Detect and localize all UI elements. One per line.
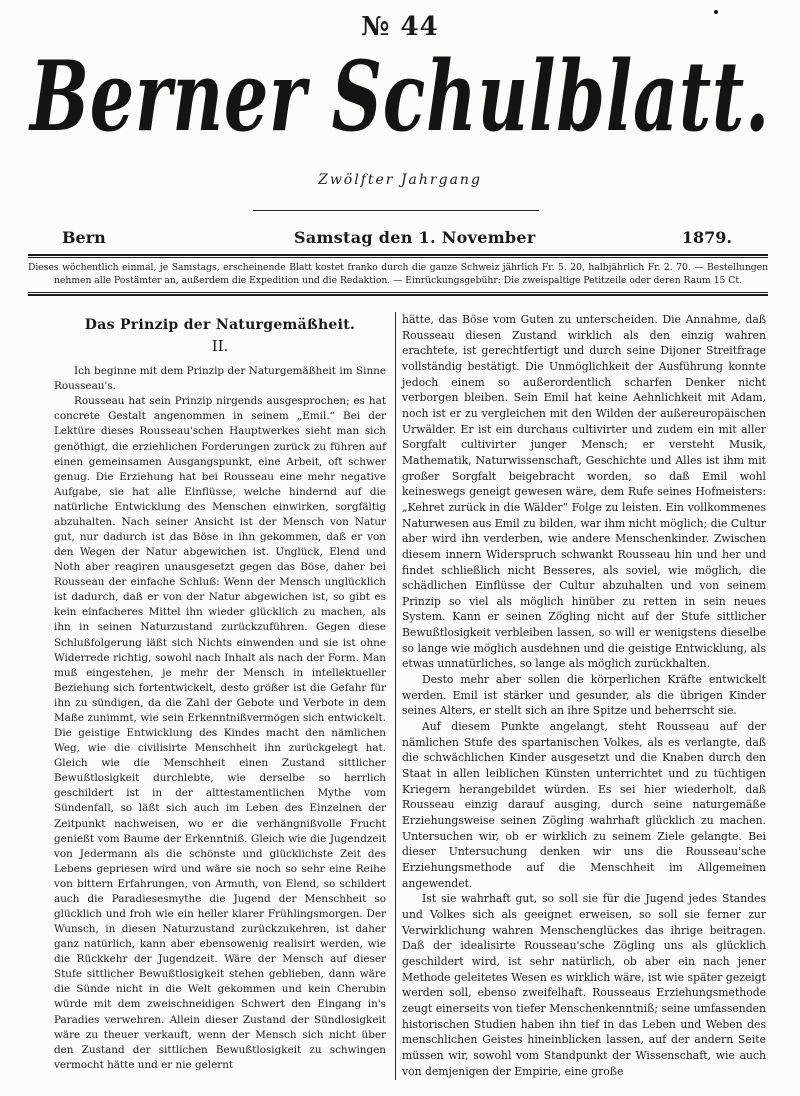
left-column [54, 312, 386, 1073]
masthead-text: Berner Schulblatt. [27, 46, 771, 153]
dateline [62, 228, 732, 250]
subtitle-rule [253, 210, 539, 211]
masthead-svg [20, 46, 780, 156]
dateline-date: Samstag den 1. November [294, 228, 536, 247]
paragraph: hätte, das Böse vom Guten zu unterscheiden. Die Annahme, daß Rousseau diesen Zustand wirklich als den einzig wahren erachtete, ist gerechtfertigt und durch seine Dijoner Streitfrage vollständig bestätigt. Die Unmöglichkeit der Ausführung konnte jedoch einem so außerordentlich scharfen Denker nicht verborgen bleiben. Sein Emil hat keine Aehnlichkeit mit Adam, noch ist er zu vergleichen mit den Wilden der außereuropäischen Urwälder. Er ist ein durchaus cultivirter und zudem ein mit aller Sorgfalt cultivirter junger Mensch; er versteht Musik, Mathematik, Naturwissenschaft, Geschichte und Alles ist ihm mit großer Sorgfalt beigebracht worden, so daß Emil wohl keineswegs geneigt gewesen wäre, dem Rufe seines Hofmeisters: „Kehret zurück in die Wälder“ Folge zu leisten. Ein vollkommenes Naturwesen aus Emil zu bilden, war ihm nicht möglich; die Cultur aber wird ihn verderben, wie andere Menschenkinder. Zwischen diesem innern Widerspruch schwankt Rousseau hin und her und findet schließlich nicht Besseres, als soviel, wie möglich, die schädlichen Einflüsse der Cultur abzuhalten und von seinem Prinzip so viel als möglich hinüber zu retten in sein neues System. Kann er seinen Zögling nicht auf der Stufe sittlicher Bewußtlosigkeit verbleiben lassen, so will er wenigstens dieselbe so lange wie möglich ausdehnen und die geistige Entwicklung, als etwas unnatürliches, so lange als möglich zurückhalten. [402, 313, 766, 671]
paragraph: Auf diesem Punkte angelangt, steht Rousseau auf der nämlichen Stufe des spartanischen Volkes, als es verlangte, daß die schwächlichen Kinder ausgesetzt und die Knaben durch den Staat in allen leiblichen Künsten unterrichtet und zu tüchtigen Kriegern herangebildet würden. Es sei hier wiederholt, daß Rousseau einzig darauf ausging, durch seine naturgemäße Erziehungsweise seinen Zögling wahrhaft glücklich zu machen. Untersuchen wir, ob er wirklich zu seinem Ziele gelangte. Bei dieser Untersuchung denken wir uns die Rousseau'sche Erziehungsmethode auf die Menschheit im Allgemeinen angewendet. [402, 720, 766, 890]
notice-rule-bottom [28, 294, 768, 296]
notice-rule-thin [28, 292, 768, 293]
paragraph: Desto mehr aber sollen die körperlichen Kräfte entwickelt werden. Emil ist stärker und gesunder, als die übrigen Kinder seines Alters, er stellt sich an ihre Spitze und beherrscht sie. [402, 673, 766, 718]
right-column [402, 312, 766, 1079]
article-title: Das Prinzip der Naturgemäßheit. [84, 317, 356, 333]
volume-subtitle: Zwölfter Jahrgang [318, 172, 482, 188]
paragraph: Ich beginne mit dem Prinzip der Naturgemäßheit im Sinne Rousseau's. [54, 365, 386, 393]
dateline-place: Bern [62, 228, 106, 247]
section-number: II. [211, 337, 229, 356]
column-divider [395, 312, 396, 1080]
subscription-notice: Dieses wöchentlich einmal, je Samstags, erscheinende Blatt kostet franko durch die ganze Schweiz jährlich Fr. 5. 20, halbjährlich Fr. 2. 70. — Bestellungen nehmen alle Postämter an, außerdem die Expedition und die Redaktion. — Einrückungsgebühr: Die zweispaltige Petitzeile oder deren Raum 15 Ct. [28, 262, 768, 286]
paragraph: Rousseau hat sein Prinzip nirgends ausgesprochen; es hat concrete Gestalt angenommen in seinem „Emil.“ Bei der Lektüre dieses Rousseau'schen Hauptwerkes sieht man sich genöthigt, die erziehlichen Forderungen zurück zu führen auf einen gemeinsamen Ausgangspunkt, eine Arbeit, oft schwer genug. Die Erziehung hat bei Rousseau eine mehr negative Aufgabe, sie hat alle Einflüsse, welche hindernd auf die natürliche Entwicklung des Menschen einwirken, sorgfältig abzuhalten. Nach seiner Ansicht ist der Mensch von Natur gut, nur dadurch ist das Böse in ihn gekommen, daß er von den Wegen der Natur abgewichen ist. Unglück, Elend und Noth aber reagiren unausgesetzt gegen das Böse, daher bei Rousseau der einfache Schluß: Wenn der Mensch unglücklich ist dadurch, daß er von der Natur abgewichen ist, so gibt es kein einfacheres Mittel ihn wieder glücklich zu machen, als ihn in seinen Naturzustand zurückzuführen. Gegen diese Schlußfolgerung läßt sich Nichts einwenden und sie ist ohne Widerrede richtig, sowohl nach Inhalt als nach der Form. Man muß eingestehen, je mehr der Mensch in intellektueller Beziehung sich fortentwickelt, desto größer ist die Gefahr für ihn zu sündigen, da die Zahl der Gebote und Verbote in dem Maße zunimmt, wie sein Erkenntnißvermögen sich entwickelt. Die geistige Entwicklung des Kindes macht den nämlichen Weg, wie die civilisirte Menschheit ihn zurückgelegt hat. Gleich wie die Menschheit einen Zustand sittlicher Bewußtlosigkeit durchlebte, wie derselbe so herrlich geschildert ist in der alttestamentlichen Mythe vom Sündenfall, so läßt sich auch im Leben des Einzelnen der Zeitpunkt nachweisen, wo er die verhängnißvolle Frucht genießt vom Baume der Erkenntniß. Gleich wie die Jugendzeit von Jedermann als die schönste und glücklichste Zeit des Lebens gepriesen wird und wäre sie noch so sehr eine Reihe von bittern Erfahrungen, von Armuth, von Elend, so schildert auch die Paradiesesmythe die Jugend der Menschheit so glücklich und froh wie ein heller klarer Frühlingsmorgen. Der Wunsch, in diesen Naturzustand zurückzukehren, ist daher ganz natürlich, kann aber ebensowenig realisirt werden, wie die Rückkehr der Jugendzeit. Wäre der Mensch auf dieser Stufe sittlicher Bewußtlosigkeit stehen geblieben, dann wäre die Sünde nicht in die Welt gekommen und kein Cherubin würde mit dem zweischneidigen Schwert den Eingang in's Paradies verwehren. Allein dieser Zustand der Sündlosigkeit wäre zu theuer verkauft, wenn der Mensch sich nicht über den Zustand der sittlichen Bewußtlosigkeit zu schwingen vermocht hätte und er nie gelernt [54, 395, 386, 1071]
masthead-title [20, 46, 780, 156]
paragraph: Ist sie wahrhaft gut, so soll sie für die Jugend jedes Standes und Volkes sich als geeignet erweisen, so soll sie ferner zur Verwirklichung wahren Menschenglückes das ihrige beitragen. Daß der idealisirte Rousseau'sche Zögling uns als glücklich geschildert wird, ist sehr natürlich, ob aber ein nach jener Methode geleitetes Wesen es wirklich wäre, ist wie später gezeigt werden soll, ebenso zweifelhaft. Rousseaus Erziehungsmethode zeugt einerseits von tiefer Menschenkenntniß; seine umfassenden historischen Studien haben ihn tief in das Leben und Weben des menschlichen Geistes hineinblicken lassen, auf der andern Seite müssen wir, sowohl vom Standpunkt der Wissenschaft, wie auch von demjenigen der Empirie, eine große [402, 892, 766, 1078]
issue-number: № 44 [361, 12, 439, 42]
dateline-year: 1879. [681, 228, 732, 247]
header-rule-top-thin [28, 257, 768, 258]
header-rule-top [28, 254, 768, 256]
